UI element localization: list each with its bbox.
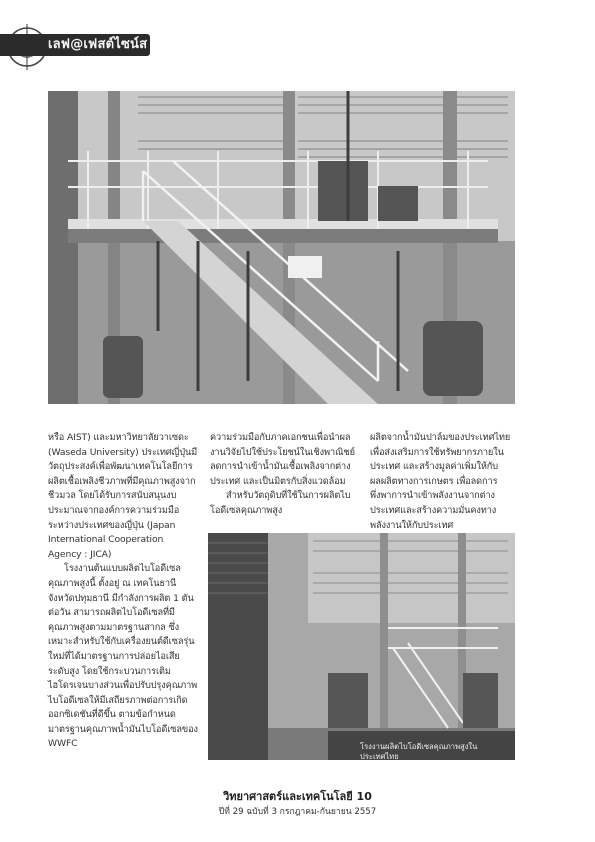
plant-photo-secondary bbox=[208, 533, 515, 760]
paragraph: หรือ AIST) และมหาวิทยาลัยวาเซดะ (Waseda University) ประเทศญี่ปุ่นมีวัตถุประสงค์เพื่อพัฒนาเทคโนโลยีการผลิตเชื้อเพลิงชีวภาพที่มีคุณภาพสูงจากชีวมวล โดยได้รับการสนับสนุนงบประมาณจากองค์การความร่วมมือระหว่างประเทศของญี่ปุ่น (Japan International Cooperation Agency : JICA) bbox=[48, 432, 198, 560]
plant-photo-main-image bbox=[48, 91, 515, 404]
text-column-1 bbox=[48, 431, 198, 752]
footer-title: วิทยาศาสตร์และเทคโนโลยี 10 bbox=[223, 790, 372, 803]
paragraph: ผลิตจากน้ำมันปาล์มของประเทศไทยเพื่อส่งเสริมการใช้ทรัพยากรภายในประเทศ และสร้างมูลค่าเพิ่มให้กับผลผลิตทางการเกษตร เพื่อลดการพึ่งพาการนำเข้าพลังงานจากต่างประเทศและสร้างความมั่นคงทางพลังงานให้กับประเทศ bbox=[370, 432, 511, 531]
paragraph: ความร่วมมือกับภาคเอกชนเพื่อนำผลงานวิจัยไปใช้ประโยชน์ในเชิงพาณิชย์ ลดการนำเข้าน้ำมันเชื้อเพลิงจากต่างประเทศ และเป็นมิตรกับสิ่งแวดล้อม bbox=[210, 432, 355, 487]
footer-issue-info: ปีที่ 29 ฉบับที่ 3 กรกฎาคม-กันยายน 2557 bbox=[218, 807, 377, 817]
photo-caption: โรงงานผลิตไบโอดีเซลคุณภาพสูงในประเทศไทย bbox=[360, 742, 478, 761]
text-column-3 bbox=[370, 431, 515, 531]
paragraph: สำหรับวัตถุดิบที่ใช้ในการผลิตไบโอดีเซลคุณภาพสูง bbox=[210, 490, 351, 516]
section-title: เลฟ@เฟสต์ไซน์ส bbox=[48, 37, 148, 52]
paragraph: โรงงานต้นแบบผลิตไบโอดีเซลคุณภาพสูงนี้ ตั้งอยู่ ณ เทคโนธานี จังหวัดปทุมธานี มีกำลังการผลิต 1 ตันต่อวัน สามารถผลิตไบโอดีเซลที่มีคุณภาพสูงตามมาตรฐานสากล ซึ่งเหมาะสำหรับใช้กับเครื่องยนต์ดีเซลรุ่นใหม่ที่ได้มาตรฐานการปล่อยไอเสียระดับสูง โดยใช้กระบวนการเติมไฮโดรเจนบางส่วนเพื่อปรับปรุงคุณภาพไบโอดีเซลให้มีเสถียรภาพต่อการเกิดออกซิเดชันที่ดีขึ้น ตามข้อกำหนดมาตรฐานคุณภาพน้ำมันไบโอดีเซลของ WWFC bbox=[48, 563, 198, 750]
plant-photo-main bbox=[48, 91, 515, 404]
plant-photo-secondary-image bbox=[208, 533, 515, 760]
text-column-2 bbox=[210, 431, 358, 516]
